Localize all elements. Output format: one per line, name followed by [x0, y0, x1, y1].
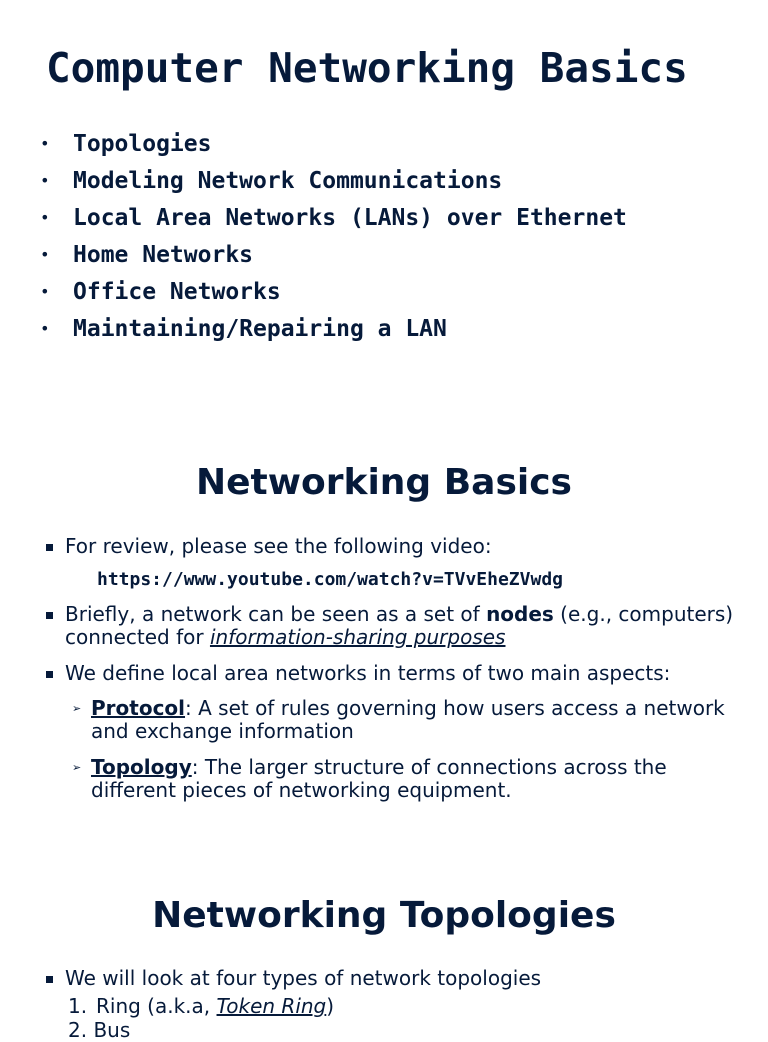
- bullet-dot-icon: •: [40, 282, 50, 301]
- bullet-network-definition: [46, 603, 736, 649]
- bullet-dot-icon: •: [40, 134, 50, 153]
- video-url-link[interactable]: https://www.youtube.com/watch?v=TVvEheZVwdg: [97, 569, 563, 590]
- list-item-label: Office Networks: [73, 278, 281, 305]
- arrow-bullet-icon: ➢: [72, 761, 82, 774]
- list-item-label: Local Area Networks (LANs) over Ethernet: [73, 204, 627, 231]
- bus-text-partial: 2. Bus: [68, 1018, 131, 1042]
- network-text-mid: (e.g., computers) connected for: [65, 602, 734, 649]
- bullet-review: [46, 535, 736, 558]
- list-item-label: Home Networks: [73, 241, 254, 268]
- slide2-title: Networking Basics: [196, 462, 572, 503]
- slide3-title: Networking Topologies: [152, 895, 616, 936]
- square-bullet-icon: [46, 612, 53, 619]
- slide-networking-basics: [0, 400, 768, 840]
- list-item: [40, 125, 627, 162]
- square-bullet-icon: [46, 976, 53, 983]
- network-text-pre: Briefly, a network can be seen as a set of: [65, 602, 487, 626]
- protocol-description: : A set of rules governing how users access a network and exchange information: [91, 696, 725, 743]
- ring-text: [92, 995, 334, 1018]
- bullet-dot-icon: •: [40, 319, 50, 338]
- slide1-topic-list: [40, 125, 627, 347]
- ring-text-post: ): [326, 994, 335, 1018]
- topology-text: [91, 756, 732, 802]
- numbered-item-bus-partial: [68, 1019, 130, 1042]
- information-sharing-link[interactable]: information-sharing purposes: [209, 625, 506, 649]
- slide-networking-topologies: [0, 840, 768, 1042]
- bullet-topology-intro: [46, 967, 736, 990]
- item-number: 1.: [68, 994, 88, 1018]
- nodes-term: nodes: [486, 602, 554, 626]
- ring-text-pre: Ring (a.k.a,: [96, 994, 217, 1018]
- slide-computer-networking-basics: [0, 0, 768, 400]
- list-item-label: Maintaining/Repairing a LAN: [73, 315, 447, 342]
- protocol-text: [91, 697, 732, 743]
- sub-bullet-protocol: [72, 697, 732, 743]
- bullet-dot-icon: •: [40, 171, 50, 190]
- lan-aspects-text: We define local area networks in terms of two main aspects:: [65, 661, 671, 685]
- slide1-title: Computer Networking Basics: [46, 44, 688, 92]
- bullet-dot-icon: •: [40, 245, 50, 264]
- review-text: For review, please see the following video:: [65, 534, 492, 558]
- list-item-label: Topologies: [73, 130, 212, 157]
- topology-description: : The larger structure of connections across the different pieces of networking equipment.: [91, 755, 667, 802]
- protocol-term[interactable]: Protocol: [91, 696, 186, 720]
- list-item-label: Modeling Network Communications: [73, 167, 503, 194]
- list-item: [40, 199, 627, 236]
- square-bullet-icon: [46, 544, 53, 551]
- bullet-dot-icon: •: [40, 208, 50, 227]
- arrow-bullet-icon: ➢: [72, 702, 82, 715]
- list-item: [40, 273, 627, 310]
- network-definition-text: [65, 603, 736, 649]
- topology-intro-text: We will look at four types of network topologies: [65, 966, 542, 990]
- bullet-lan-aspects: [46, 662, 736, 685]
- numbered-item-ring: [68, 995, 334, 1018]
- topology-term[interactable]: Topology: [91, 755, 192, 779]
- list-item: [40, 310, 627, 347]
- list-item: [40, 162, 627, 199]
- token-ring-link[interactable]: Token Ring: [216, 994, 327, 1018]
- list-item: [40, 236, 627, 273]
- square-bullet-icon: [46, 671, 53, 678]
- sub-bullet-topology: [72, 756, 732, 802]
